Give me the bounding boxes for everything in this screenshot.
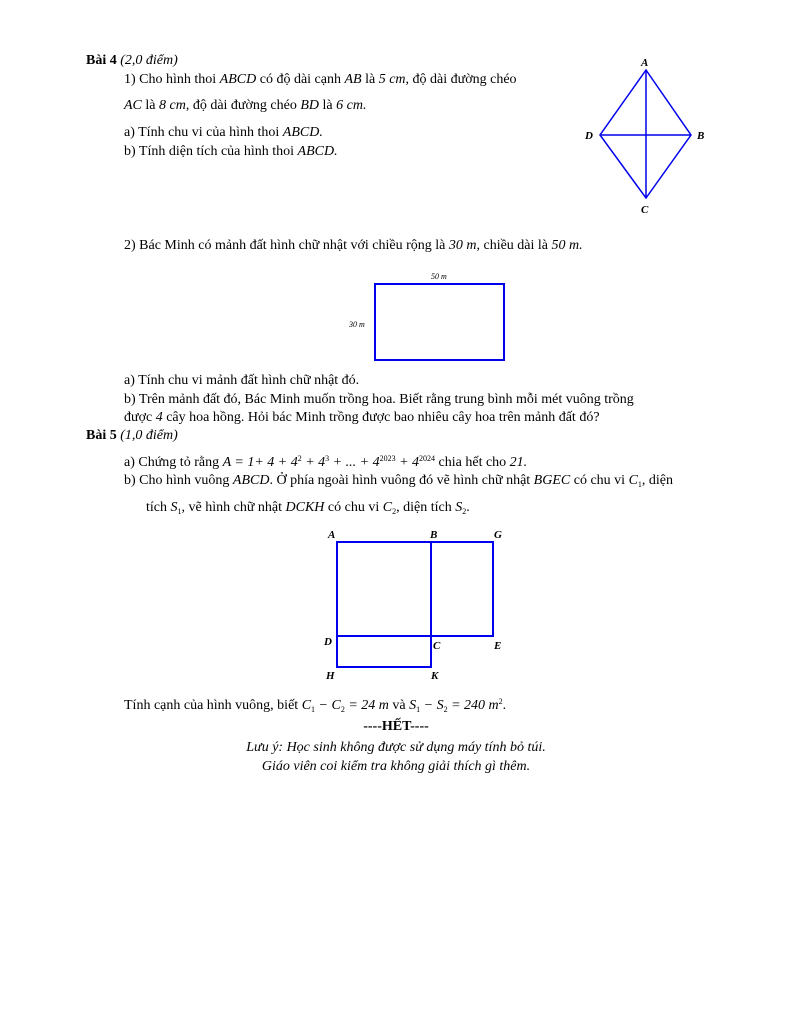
text: S	[409, 698, 417, 713]
rect-bgec	[431, 542, 493, 636]
sub: 2	[443, 705, 448, 714]
label-c: C	[641, 204, 649, 216]
text: chia hết cho	[435, 455, 510, 470]
text: , độ dài đường chéo	[405, 72, 517, 87]
text: , độ dài đường chéo	[185, 98, 301, 113]
exp: 2024	[419, 454, 436, 463]
sub: 1	[177, 507, 182, 516]
bai4-q2-line	[124, 237, 583, 255]
bai5-points: (1,0 điểm)	[120, 428, 178, 443]
note-line1: Lưu ý: Học sinh không được sử dụng máy tính bỏ túi.	[246, 740, 546, 755]
math-abcd: ABCD.	[282, 125, 323, 140]
math-bgec: BGEC	[533, 473, 571, 488]
exp: 2	[498, 697, 503, 706]
math-abcd: ABCD	[219, 72, 257, 87]
math-s: S	[170, 500, 178, 515]
rhombus-figure	[580, 52, 710, 222]
land-rectangle-figure	[340, 268, 520, 368]
text: + ... + 4	[329, 455, 380, 470]
text: S	[436, 698, 444, 713]
rect-dckh	[337, 636, 431, 667]
math-width: 30 m	[448, 238, 477, 253]
text: là	[319, 98, 337, 113]
note-line2: Giáo viên coi kiểm tra không giải thích gì thêm.	[261, 759, 531, 774]
text: b) Cho hình vuông	[124, 473, 233, 488]
math-s-diff	[409, 698, 503, 713]
text: −	[420, 698, 437, 713]
sub: 1	[311, 705, 316, 714]
math-ab-len: 5 cm	[378, 72, 406, 87]
sub: 2	[340, 705, 345, 714]
text: , diện tích	[396, 500, 456, 515]
sub: 2	[462, 507, 467, 516]
math-ac-len: 8 cm	[159, 98, 186, 113]
bai4-q1-b	[124, 143, 338, 161]
bai5-final	[124, 693, 506, 719]
math-bd: BD	[300, 98, 320, 113]
text: là	[141, 98, 159, 113]
label-b: B	[430, 529, 438, 541]
text: được	[124, 410, 156, 425]
bai4-points: (2,0 điểm)	[120, 53, 178, 68]
label-b: B	[697, 130, 705, 142]
math-c-diff	[302, 698, 389, 713]
end-marker: ----HẾT----	[363, 719, 429, 734]
math-bd-len: 6 cm.	[336, 98, 367, 113]
math-ab: AB	[344, 72, 362, 87]
text: và	[388, 698, 410, 713]
math-21: 21.	[509, 455, 528, 470]
text: a) Chứng tỏ rằng	[124, 455, 223, 470]
land-rectangle	[375, 284, 504, 360]
text: + 4	[301, 455, 326, 470]
text: 2) Bác Minh có mảnh đất hình chữ nhật với chiều rộng là	[124, 238, 449, 253]
bai5-a	[124, 450, 527, 472]
text: C	[301, 698, 312, 713]
label-d: D	[585, 130, 593, 142]
label-k: K	[431, 670, 439, 682]
bai4-q1-line1	[124, 71, 517, 89]
text: có độ dài cạnh	[256, 72, 345, 87]
label-e: E	[494, 640, 502, 652]
bai4-q1-line2	[124, 97, 366, 115]
text: tích	[146, 500, 171, 515]
square-figure	[310, 522, 520, 687]
math-abcd: ABCD	[232, 473, 270, 488]
label-h: H	[326, 670, 335, 682]
text: Tính cạnh của hình vuông, biết	[124, 698, 302, 713]
text: . Ở phía ngoài hình vuông đó vẽ hình chữ nhật	[269, 473, 534, 488]
text: = 240 m	[447, 698, 499, 713]
bai5-heading	[86, 427, 178, 445]
sub: 2	[392, 507, 397, 516]
bai4-q1-a	[124, 124, 323, 142]
text: .	[502, 698, 507, 713]
text: −	[315, 698, 332, 713]
label-a: A	[641, 57, 649, 69]
text: C	[331, 698, 341, 713]
math-four: 4	[155, 410, 163, 425]
math-abcd: ABCD.	[297, 144, 338, 159]
bai4-title: Bài 4	[86, 53, 117, 68]
math-expression	[223, 455, 435, 470]
text: , chiều dài là	[476, 238, 552, 253]
bai4-heading	[86, 52, 178, 70]
exp: 2023	[379, 454, 396, 463]
text: b) Tính diện tích của hình thoi	[124, 144, 298, 159]
exp: 2	[297, 454, 302, 463]
math-ac: AC	[124, 98, 142, 113]
text: có chu vi	[570, 473, 629, 488]
label-length: 50 m	[431, 272, 447, 281]
exp: 3	[325, 454, 330, 463]
label-c: C	[433, 640, 441, 652]
text: A = 1+ 4 + 4	[222, 455, 298, 470]
bai4-q2-a: a) Tính chu vi mảnh đất hình chữ nhật đó.	[124, 373, 360, 388]
math-length: 50 m.	[551, 238, 583, 253]
text: có chu vi	[324, 500, 383, 515]
bai4-q2-b-line1: b) Trên mảnh đất đó, Bác Minh muốn trồng hoa. Biết rằng trung bình mỗi mét vuông trồng	[124, 392, 634, 407]
sub: 1	[637, 480, 642, 489]
math-dckh: DCKH	[285, 500, 325, 515]
label-g: G	[494, 529, 502, 541]
bai5-title: Bài 5	[86, 428, 117, 443]
text: a) Tính chu vi của hình thoi	[124, 125, 283, 140]
label-a: A	[328, 529, 336, 541]
square-abcd	[337, 542, 431, 636]
text: , vẽ hình chữ nhật	[181, 500, 286, 515]
text: + 4	[395, 455, 420, 470]
bai5-b-line1	[124, 472, 673, 494]
text: 1) Cho hình thoi	[124, 72, 220, 87]
text: là	[361, 72, 379, 87]
text: , diện	[641, 473, 674, 488]
math-c: C	[382, 500, 393, 515]
text: cây hoa hồng. Hỏi bác Minh trồng được bao nhiêu cây hoa trên mảnh đất đó?	[162, 410, 600, 425]
math-s: S	[455, 500, 463, 515]
text: = 24 m	[344, 698, 389, 713]
sub: 1	[416, 705, 421, 714]
text: .	[466, 500, 470, 515]
label-d: D	[324, 636, 332, 648]
label-width: 30 m	[349, 320, 365, 329]
bai5-b-line2	[146, 499, 470, 521]
bai4-q2-b-line2	[124, 409, 600, 427]
math-c: C	[628, 473, 638, 488]
